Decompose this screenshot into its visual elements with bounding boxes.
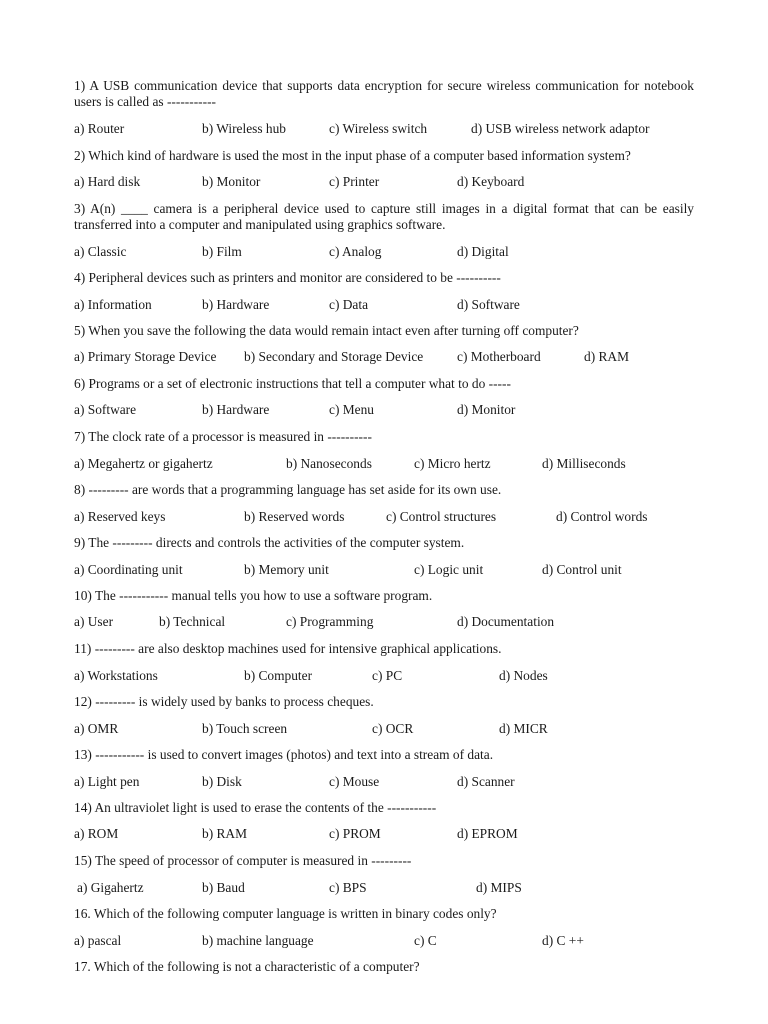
- option-d: d) C ++: [542, 933, 584, 948]
- options-12: [74, 721, 694, 737]
- option-c: c) BPS: [329, 880, 367, 895]
- question-4: 4) Peripheral devices such as printers and monitor are considered to be ----------: [74, 270, 501, 285]
- question-12: 12) --------- is widely used by banks to process cheques.: [74, 694, 374, 709]
- option-c: c) PROM: [329, 826, 381, 841]
- option-d: d) USB wireless network adaptor: [471, 121, 650, 136]
- option-b: b) Computer: [244, 668, 313, 683]
- option-a: a) Information: [74, 297, 152, 312]
- option-b: b) Monitor: [202, 174, 261, 189]
- options-9: [74, 562, 694, 578]
- question-13: 13) ----------- is used to convert images (photos) and text into a stream of data.: [74, 747, 494, 762]
- option-d: d) MICR: [499, 721, 548, 736]
- option-b: b) Technical: [159, 614, 226, 629]
- options-6: [74, 402, 694, 418]
- option-a: a) Coordinating unit: [74, 562, 183, 577]
- option-c: c) Menu: [329, 402, 374, 417]
- options-11: [74, 668, 694, 684]
- option-d: d) Nodes: [499, 668, 548, 683]
- options-5: [74, 349, 694, 365]
- options-4: [74, 297, 694, 313]
- options-16: [74, 933, 694, 949]
- option-d: d) Software: [457, 297, 520, 312]
- option-c: c) C: [414, 933, 437, 948]
- options-2: [74, 174, 694, 190]
- option-b: b) Baud: [202, 880, 245, 895]
- option-a: a) ROM: [74, 826, 119, 841]
- option-a: a) Router: [74, 121, 125, 136]
- option-d: d) Digital: [457, 244, 509, 259]
- option-d: d) Milliseconds: [542, 456, 626, 471]
- option-b: b) Hardware: [202, 297, 270, 312]
- option-a: a) pascal: [74, 933, 122, 948]
- options-8: [74, 509, 694, 525]
- option-d: d) RAM: [584, 349, 630, 364]
- options-10: [74, 614, 694, 630]
- option-a: a) Megahertz or gigahertz: [74, 456, 213, 471]
- option-a: a) Reserved keys: [74, 509, 166, 524]
- option-b: b) Film: [202, 244, 242, 259]
- option-c: c) Control structures: [386, 509, 497, 524]
- option-b: b) RAM: [202, 826, 248, 841]
- question-1: 1) A USB communication device that supports data encryption for secure wireless communication for notebook users is called as -----------: [74, 78, 694, 109]
- question-8: 8) --------- are words that a programming language has set aside for its own use.: [74, 482, 502, 497]
- option-a: a) Gigahertz: [77, 880, 144, 895]
- question-5: 5) When you save the following the data would remain intact even after turning off computer?: [74, 323, 579, 338]
- question-2: 2) Which kind of hardware is used the most in the input phase of a computer based information system?: [74, 148, 631, 163]
- option-d: d) MIPS: [476, 880, 522, 895]
- option-c: c) Analog: [329, 244, 382, 259]
- option-a: a) OMR: [74, 721, 119, 736]
- option-c: c) PC: [372, 668, 403, 683]
- option-c: c) Micro hertz: [414, 456, 491, 471]
- option-d: d) Control unit: [542, 562, 622, 577]
- option-d: d) Documentation: [457, 614, 555, 629]
- option-b: b) Touch screen: [202, 721, 288, 736]
- options-13: [74, 774, 694, 790]
- question-14: 14) An ultraviolet light is used to erase the contents of the -----------: [74, 800, 437, 815]
- option-a: a) Hard disk: [74, 174, 141, 189]
- options-7: [74, 456, 694, 472]
- option-a: a) Light pen: [74, 774, 140, 789]
- question-3: 3) A(n) ____ camera is a peripheral device used to capture still images in a digital format that can be easily transferred into a computer and manipulated using graphics software.: [74, 201, 694, 232]
- question-7: 7) The clock rate of a processor is measured in ----------: [74, 429, 372, 444]
- option-b: b) Disk: [202, 774, 242, 789]
- options-3: [74, 244, 694, 260]
- option-a: a) Software: [74, 402, 137, 417]
- option-b: b) Secondary and Storage Device: [244, 349, 424, 364]
- question-9: 9) The --------- directs and controls the activities of the computer system.: [74, 535, 465, 550]
- option-a: a) Workstations: [74, 668, 158, 683]
- question-16: 16. Which of the following computer language is written in binary codes only?: [74, 906, 497, 921]
- question-15: 15) The speed of processor of computer is measured in ---------: [74, 853, 412, 868]
- option-c: c) OCR: [372, 721, 414, 736]
- option-b: b) machine language: [202, 933, 314, 948]
- option-c: c) Logic unit: [414, 562, 484, 577]
- option-d: d) EPROM: [457, 826, 518, 841]
- option-b: b) Reserved words: [244, 509, 345, 524]
- question-11: 11) --------- are also desktop machines used for intensive graphical applications.: [74, 641, 502, 656]
- option-d: d) Monitor: [457, 402, 516, 417]
- option-c: c) Programming: [286, 614, 374, 629]
- option-a: a) User: [74, 614, 114, 629]
- option-c: c) Printer: [329, 174, 380, 189]
- question-6: 6) Programs or a set of electronic instructions that tell a computer what to do -----: [74, 376, 511, 391]
- question-17: 17. Which of the following is not a characteristic of a computer?: [74, 959, 420, 974]
- question-10: 10) The ----------- manual tells you how to use a software program.: [74, 588, 433, 603]
- options-15: [74, 880, 694, 896]
- option-d: d) Control words: [556, 509, 648, 524]
- option-b: b) Memory unit: [244, 562, 329, 577]
- option-c: c) Motherboard: [457, 349, 541, 364]
- option-b: b) Nanoseconds: [286, 456, 372, 471]
- option-c: c) Mouse: [329, 774, 380, 789]
- options-1: [74, 121, 694, 137]
- option-d: d) Scanner: [457, 774, 515, 789]
- option-b: b) Wireless hub: [202, 121, 287, 136]
- option-a: a) Primary Storage Device: [74, 349, 217, 364]
- option-c: c) Wireless switch: [329, 121, 428, 136]
- options-14: [74, 826, 694, 842]
- option-a: a) Classic: [74, 244, 127, 259]
- option-c: c) Data: [329, 297, 369, 312]
- option-b: b) Hardware: [202, 402, 270, 417]
- option-d: d) Keyboard: [457, 174, 525, 189]
